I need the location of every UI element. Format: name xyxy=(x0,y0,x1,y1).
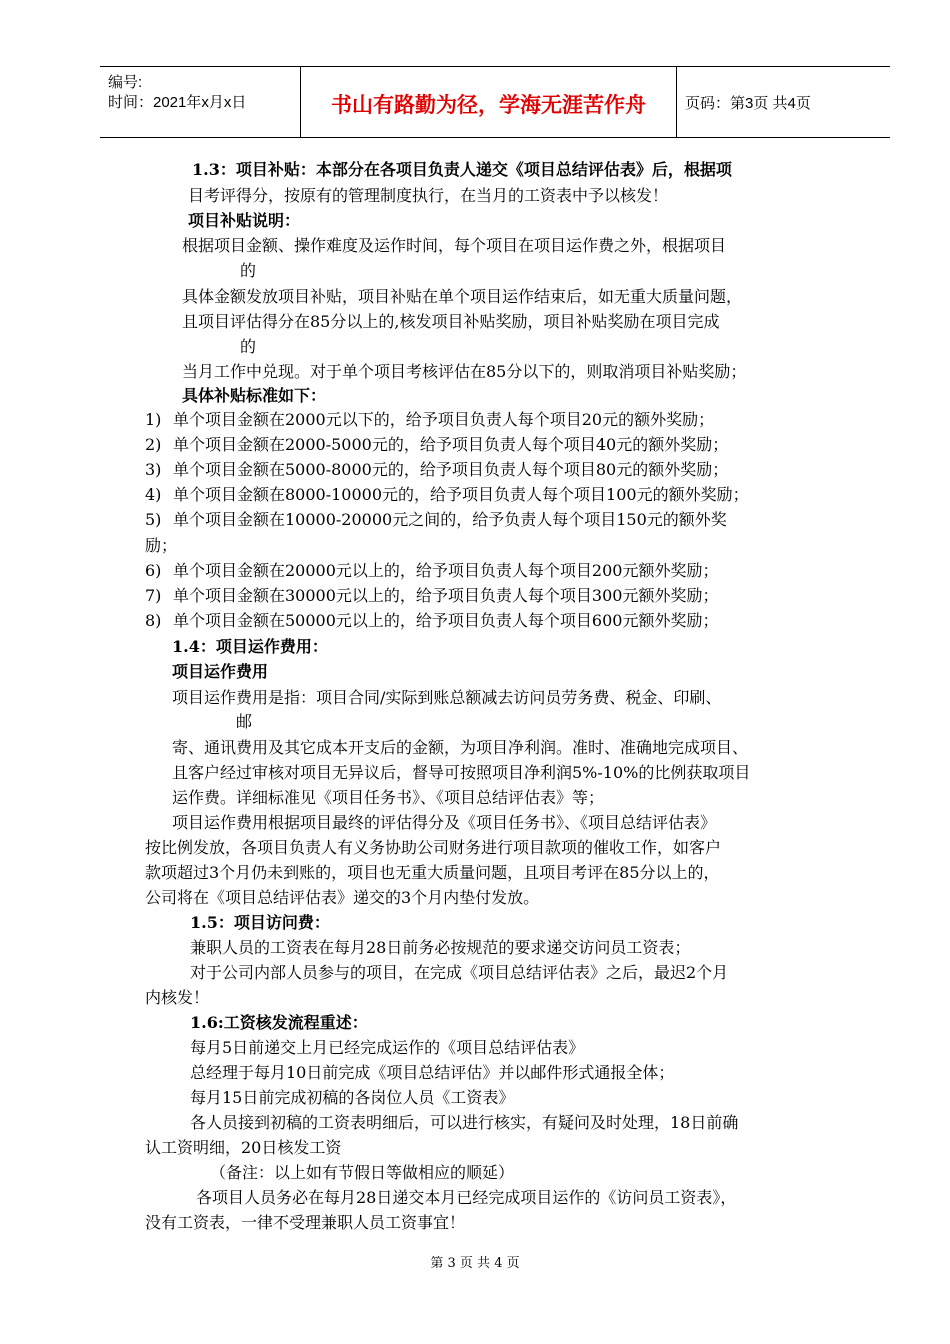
paragraph-line: 认工资明细，20日核发工资 xyxy=(145,1138,342,1157)
list-item: 3) 单个项目金额在5000-8000元的，给予项目负责人每个项目80元的额外奖励； xyxy=(145,460,729,479)
paragraph-line: 具体金额发放项目补贴，项目补贴在单个项目运作结束后，如无重大质量问题， xyxy=(182,287,743,306)
paragraph-line: 各项目人员务必在每月28日递交本月已经完成项目运作的《访问员工资表》， xyxy=(196,1188,737,1207)
paragraph-line: 邮 xyxy=(236,712,253,731)
subheading: 具体补贴标准如下： xyxy=(182,386,327,405)
list-item-continuation: 励； xyxy=(145,536,178,555)
list-item: 7) 单个项目金额在30000元以上的，给予项目负责人每个项目300元额外奖励； xyxy=(145,586,719,605)
paragraph-line: 款项超过3个月仍未到账的，项目也无重大质量问题，且项目考评在85分以上的， xyxy=(145,863,720,882)
document-date-label: 时间：2021年x月x日 xyxy=(108,94,247,111)
header-motto: 书山有路勤为径，学海无涯苦作舟 xyxy=(331,93,646,117)
paragraph-line: 根据项目金额、操作难度及运作时间，每个项目在项目运作费之外，根据项目 xyxy=(182,236,727,255)
paragraph-line: 没有工资表，一律不受理兼职人员工资事宜！ xyxy=(145,1213,466,1232)
section-heading: 1.6:工资核发流程重述： xyxy=(190,1013,368,1032)
paragraph-line: 总经理于每月10日前完成《项目总结评估》并以邮件形式通报全体； xyxy=(190,1063,675,1082)
note-line: （备注：以上如有节假日等做相应的顺延） xyxy=(210,1163,515,1182)
paragraph-line: 1.3：项目补贴：本部分在各项目负责人递交《项目总结评估表》后，根据项 xyxy=(192,160,732,179)
paragraph-line: 内核发！ xyxy=(145,988,210,1007)
paragraph-line: 项目运作费用是指：项目合同/实际到账总额减去访问员劳务费、税金、印刷、 xyxy=(172,688,722,707)
paragraph-line: 目考评得分，按原有的管理制度执行，在当月的工资表中予以核发！ xyxy=(188,186,669,205)
paragraph-line: 当月工作中兑现。对于单个项目考核评估在85分以下的，则取消项目补贴奖励； xyxy=(182,362,747,381)
subheading: 项目运作费用 xyxy=(172,662,269,681)
paragraph-line: 对于公司内部人员参与的项目，在完成《项目总结评估表》之后，最迟2个月 xyxy=(190,963,729,982)
paragraph-line: 各人员接到初稿的工资表明细后，可以进行核实，有疑问及时处理，18日前确 xyxy=(190,1113,739,1132)
paragraph-line: 每月15日前完成初稿的各岗位人员《工资表》 xyxy=(190,1088,515,1107)
paragraph-line: 寄、通讯费用及其它成本开支后的金额，为项目净利润。准时、准确地完成项目、 xyxy=(172,738,749,757)
list-item: 2) 单个项目金额在2000-5000元的，给予项目负责人每个项目40元的额外奖励； xyxy=(145,435,729,454)
document-number-label: 编号: xyxy=(108,74,143,91)
list-item: 8) 单个项目金额在50000元以上的，给予项目负责人每个项目600元额外奖励； xyxy=(145,611,719,630)
list-item: 5) 单个项目金额在10000-20000元之间的，给予负责人每个项目150元的额外奖 xyxy=(145,510,727,529)
paragraph-line: 且客户经过审核对项目无异议后，督导可按照项目净利润5%-10%的比例获取项目 xyxy=(172,763,751,782)
section-heading: 1.5：项目访问费： xyxy=(190,913,330,932)
paragraph-line: 的 xyxy=(240,337,257,356)
list-item: 4) 单个项目金额在8000-10000元的，给予项目负责人每个项目100元的额外奖励； xyxy=(145,485,749,504)
paragraph-line: 且项目评估得分在85分以上的,核发项目补贴奖励，项目补贴奖励在项目完成 xyxy=(182,312,720,331)
page-header-table xyxy=(100,66,890,138)
header-left-cell xyxy=(100,67,301,137)
paragraph-line: 项目运作费用根据项目最终的评估得分及《项目任务书》、《项目总结评估表》 xyxy=(172,813,717,832)
header-center-cell xyxy=(301,67,677,137)
list-item: 1) 单个项目金额在2000元以下的，给予项目负责人每个项目20元的额外奖励； xyxy=(145,410,715,429)
list-item: 6) 单个项目金额在20000元以上的，给予项目负责人每个项目200元额外奖励； xyxy=(145,561,719,580)
header-page-number: 页码：第3页 共4页 xyxy=(685,95,811,112)
subheading: 项目补贴说明： xyxy=(188,211,301,230)
section-heading: 1.4：项目运作费用： xyxy=(172,637,328,656)
paragraph-line: 按比例发放，各项目负责人有义务协助公司财务进行项目款项的催收工作，如客户 xyxy=(145,838,722,857)
page-footer: 第 3 页 共 4 页 xyxy=(430,1256,520,1271)
header-right-cell xyxy=(677,67,890,137)
paragraph-line: 公司将在《项目总结评估表》递交的3个月内垫付发放。 xyxy=(145,888,540,907)
paragraph-line: 兼职人员的工资表在每月28日前务必按规范的要求递交访问员工资表； xyxy=(190,938,691,957)
paragraph-line: 的 xyxy=(240,261,257,280)
paragraph-line: 每月5日前递交上月已经完成运作的《项目总结评估表》 xyxy=(190,1038,585,1057)
paragraph-line: 运作费。详细标准见《项目任务书》、《项目总结评估表》等； xyxy=(172,788,605,807)
